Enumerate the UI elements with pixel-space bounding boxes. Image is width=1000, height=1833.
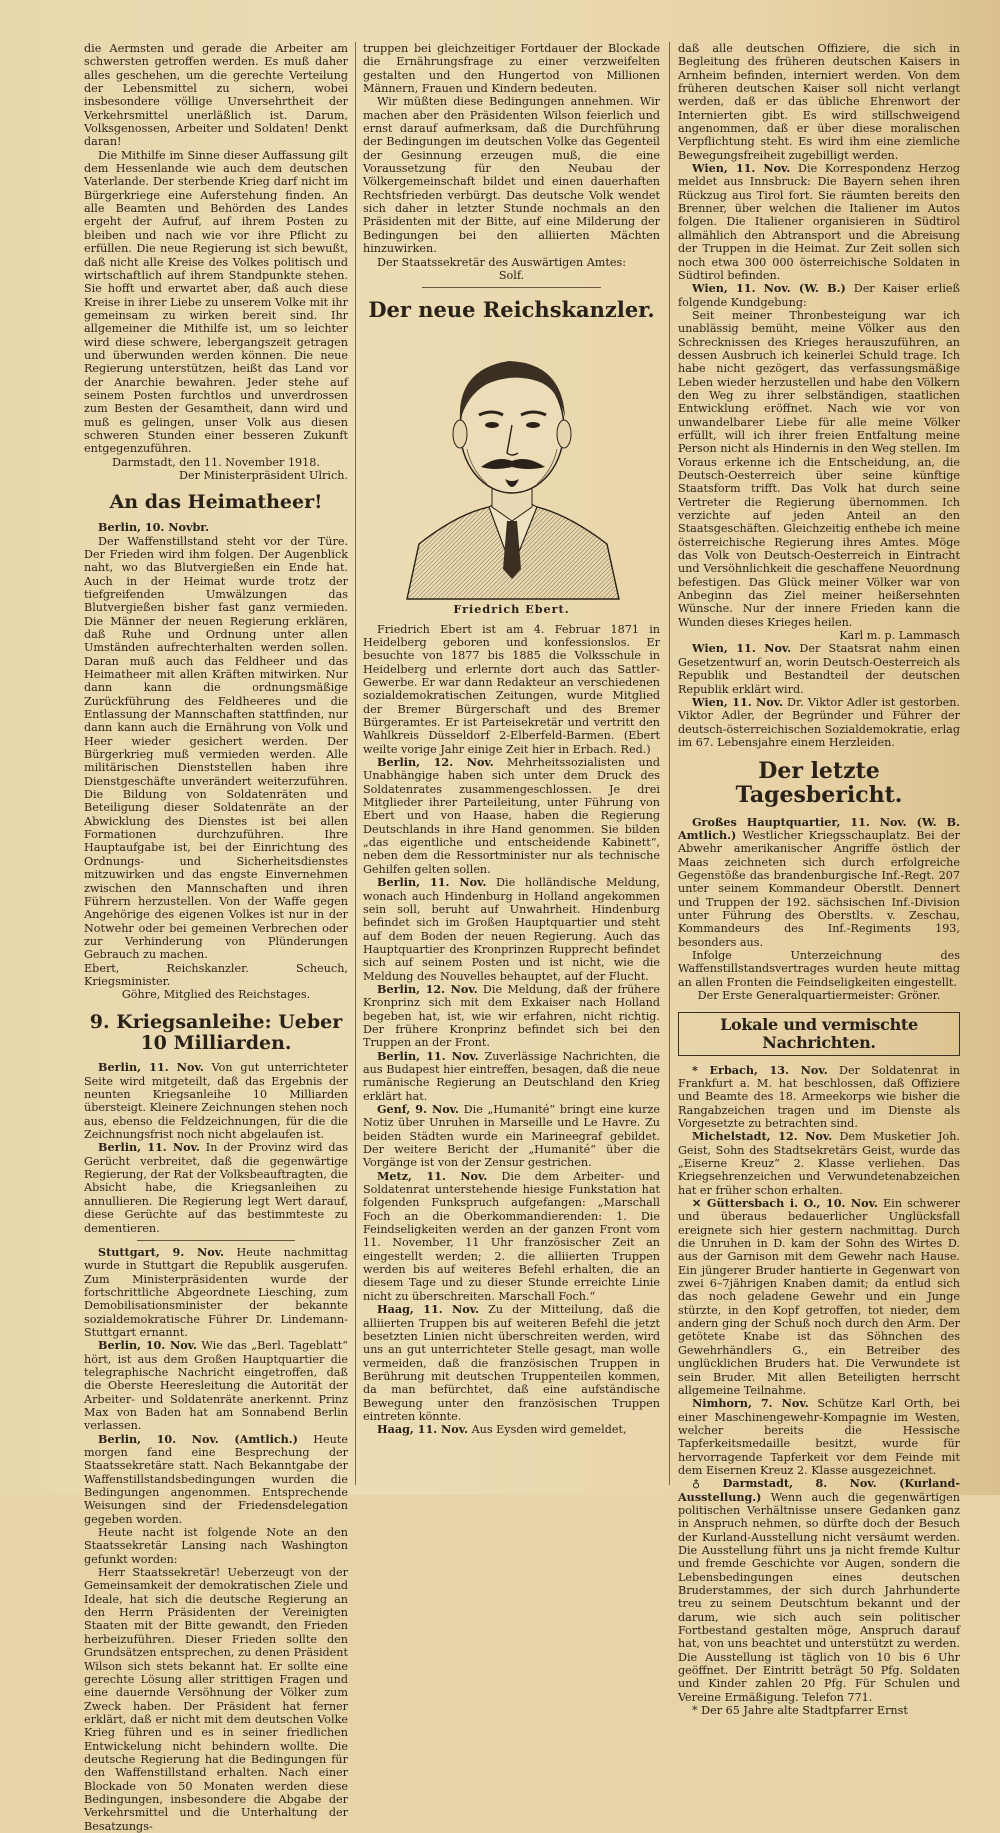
dateline: Haag, 11. Nov. [377, 1422, 468, 1437]
paragraph: Mehrheitssozialisten und Unabhängige haben sich unter dem Druck des Soldatenrates zusammengeschlossen. Je drei Mitglieder ihrer Parteileitung, unter Führung von Ebert und von Haase, haben die Regierung Deutschlands in ihre Hand genommen. Sie bilden „das eigentliche und entscheidende Kabinett“, neben dem die Ressortminister nur als technische Gehilfen gelten sollen. [363, 756, 660, 876]
dateline: Berlin, 12. Nov. [377, 755, 494, 770]
dateline: Haag, 11. Nov. [377, 1302, 479, 1317]
signature: Der Erste Generalquartiermeister: Gröner. [697, 989, 941, 1003]
signature: Solf. [498, 268, 525, 282]
paragraph: Heute nachmittag wurde in Stuttgart die Republik ausgerufen. Zum Ministerpräsidenten wurde der fortschrittliche Abgeordnete Liesching, zum Demobilisationsminister der bekannte sozialdemokratische Führer Dr. Lindemann-Stuttgart ernannt. [84, 1245, 348, 1339]
paragraph: Friedrich Ebert ist am 4. Februar 1871 in Heidelberg geboren und konfessionslos. Er besuchte von 1877 bis 1885 die Volksschule in Heidelberg und erlernte dort auch das Sattler-Gewerbe. Er war dann Redakteur an verschiedenen sozialdemokratischen Zeitungen, wurde Mitglied der Bremer Bürgerschaft und des Bremer Bürgeramtes. Er ist Parteisekretär und vertritt den Wahlkreis Düsseldorf 2-Elberfeld-Barmen. (Ebert weilte vorige Jahr einige Zeit hier in Erbach. Red.) [363, 622, 660, 756]
paragraph: Infolge Unterzeichnung des Waffenstillstandsvertrages wurden heute mittag an allen Fronten die Feindseligkeiten eingestellt. [678, 949, 960, 989]
column-rule [669, 42, 670, 1485]
dateline: Berlin, 10. Nov. (Amtlich.) [98, 1431, 298, 1446]
paragraph: Wenn auch die gegenwärtigen politischen Verhältnisse unsere Gedanken ganz in Anspruch nehmen, so dürfte doch der Besuch der Kurland-Ausstellung nicht versäumt werden. Die Ausstellung führt uns ja nicht fremde Kultur und fremde Geschichte vor Augen, sondern die Lebensbedingungen eines deutschen Bruderstammes, der sich durch Jahrhunderte treu zu seinem Deutschtum bekannt und der darum, wie sich auch sein politischer Fortbestand gestalten möge, Anspruch darauf hat, von uns beachtet und unterstützt zu werden. Die Ausstellung ist täglich von 10 bis 6 Uhr geöffnet. Der Eintritt beträgt 50 Pfg. Soldaten und Kinder zahlen 20 Pfg. Für Schulen und Vereine Ermäßigung. Telefon 771. [678, 1490, 961, 1704]
paragraph: Aus Eysden wird gemeldet, [471, 1423, 627, 1437]
place-date: Darmstadt, den 11. November 1918. [112, 455, 320, 469]
dateline: ✕ Güttersbach i. O., 10. Nov. [692, 1196, 878, 1211]
headline-kriegsanleihe: 9. Kriegsanleihe: Ueber 10 Milliarden. [89, 1010, 343, 1054]
paragraph: daß alle deutschen Offiziere, die sich in Begleitung des früheren deutschen Kaisers in Arnheim befinden, interniert werden. Von dem früheren deutschen Kaiser soll nicht verlangt werden, daß er das übliche Ehrenwort der Internierten gibt. Es wird stillschweigend angenommen, daß er über diese moralischen Verpflichtung steht. Es wird ihm eine ziemliche Bewegungsfreiheit zugebilligt werden. [678, 42, 960, 162]
paragraph: Wie das „Berl. Tageblatt“ hört, ist aus dem Großen Hauptquartier die telegraphische Nachricht eingetroffen, daß die Oberste Heeresleitung die Autorität der Arbeiter- und Soldatenräte anerkennt. Prinz Max von Baden hat am Sonnabend Berlin verlassen. [84, 1339, 348, 1433]
paragraph: Der Kaiser erließ folgende Kundgebung: [678, 282, 960, 309]
column-middle [363, 42, 660, 1487]
dateline: Berlin, 10. Nov. [98, 1338, 197, 1353]
paragraph: Die holländische Meldung, wonach auch Hindenburg in Holland angekommen sein soll, beruht auf Unwahrheit. Hindenburg befindet sich im Großen Hauptquartier und steht auf dem Boden der neuen Regierung. Auch das Hauptquartier des Kronprinzen Rupprecht befindet sich auf seinem Posten und ist nicht, wie die Meldung des Nouvelles behauptet, auf der Flucht. [363, 876, 660, 983]
paragraph: Der Soldatenrat in Frankfurt a. M. hat beschlossen, daß Offiziere und Beamte des 18. Armeekorps wie bisher die Rangabzeichen tragen und im Dienste als Vorgesetzte zu betrachten sind. [678, 1063, 960, 1130]
dateline: Berlin, 11. Nov. [377, 875, 487, 890]
column-right [678, 42, 961, 1718]
paragraph: Heute nacht ist folgende Note an den Staatssekretär Lansing nach Washington gefunkt worden: [84, 1526, 348, 1566]
paragraph: Zu der Mitteilung, daß die alliierten Truppen bis auf weiteren Befehl die jetzt besetzten Linien nicht überschreiten werden, wird uns an gut unterrichteter Stelle gesagt, man wolle vermeiden, daß die französischen Truppen in Berührung mit deutschen Truppenteilen kommen, da man befürchtet, daß eine aufständische Bewegung unter den französischen Truppen eintreten könnte. [363, 1303, 660, 1423]
signature: Göhre, Mitglied des Reichstages. [121, 988, 311, 1002]
headline-tagesbericht: Der letzte Tagesbericht. [735, 758, 903, 809]
dateline: Wien, 11. Nov. [692, 694, 783, 709]
signature: Der Ministerpräsident Ulrich. [178, 469, 348, 482]
dateline: Stuttgart, 9. Nov. [98, 1244, 224, 1259]
paragraph: Der Waffenstillstand steht vor der Türe. Der Frieden wird ihm folgen. Der Augenblick naht, wo das Blutvergießen ein Ende hat. Auch in der Heimat wurde trotz der tiefgreifenden Umwälzungen das Blutvergießen bisher fast ganz vermieden. Die Männer der neuen Regierung erklären, daß Ruhe und Ordnung unter allen Umständen aufrechterhalten werden sollen. Daran muß auch das Feldheer und das Heimatheer mit allen Kräften mitwirken. Nur dann kann die ordnungsmäßige Zurückführung des Feldheeres und die Entlassung der Mannschaften stattfinden, nur dann kann auch die Ernährung von Volk und Heer wieder gesichert werden. Der Bürgerkrieg muß vermieden werden. Alle militärischen Dienststellen haben ihre Dienstgeschäfte unverändert weiterzuführen. Die Bildung von Soldatenräten und Beteiligung dieser Soldatenräte an der Abwicklung des Dienstes ist bei allen Formationen durchzuführen. Ihre Hauptaufgabe ist, bei der Einrichtung des Ordnungs- und Sicherheitsdienstes mitzuwirken und das engste Einvernehmen zwischen den Mannschaften und ihren Führern herzustellen. Von der Waffe gegen Angehörige des eigenen Volkes ist nur in der Notwehr oder bei gemeinen Verbrechen oder zur Verhinderung von Plünderungen Gebrauch zu machen. [84, 534, 348, 962]
portrait-caption: Friedrich Ebert. [453, 602, 570, 617]
paragraph: Von gut unterrichteter Seite wird mitgeteilt, daß das Ergebnis der neunten Kriegsanleihe 10 Milliarden übersteigt. Kleinere Zeichnungen stehen noch aus, ebenso die Feldzeichnungen, für die die Zeichnungsfrist noch nicht abgelaufen ist. [84, 1061, 348, 1142]
dateline: Wien, 11. Nov. (W. B.) [692, 281, 846, 296]
paragraph: * Der 65 Jahre alte Stadtpfarrer Ernst [692, 1704, 908, 1718]
headline-reichskanzler: Der neue Reichskanzler. [368, 297, 655, 323]
divider [422, 287, 600, 288]
paragraph: Seit meiner Thronbesteigung war ich unablässig bemüht, meine Völker aus den Schrecknissen des Krieges herauszuführen, an dessen Ausbruch ich keinerlei Schuld trage. Ich habe nicht gezögert, das verfassungsmäßige Leben wieder herzustellen und habe den Völkern den Weg zu ihrer selbständigen, staatlichen Entwicklung eröffnet. Nach wie vor von unwandelbarer Liebe für alle meine Völker erfüllt, will ich ihrer freien Entfaltung meine Person nicht als Hindernis in den Weg stellen. Im Voraus erkenne ich die Entscheidung, an, die Deutsch-Oesterreich über seine künftige Staatsform trifft. Das Volk hat durch seine Vertreter die Regierung übernommen. Ich verzichte auf jeden Anteil an den Staatsgeschäften. Gleichzeitig enthebe ich meine österreichische Regierung ihres Amtes. Möge das Volk von Deutsch-Oesterreich in Eintracht und Versöhnlichkeit die geschaffene Neuordnung befestigen. Das Glück meiner Völker war von Anbeginn das Ziel meiner heißersehnten Wünsche. Nur der innere Frieden kann die Wunden dieses Krieges heilen. [678, 308, 960, 629]
dateline: Metz, 11. Nov. [377, 1168, 488, 1183]
paragraph: Herr Staatssekretär! Ueberzeugt von der Gemeinsamkeit der demokratischen Ziele und Ideale, hat sich die deutsche Regierung an den Herrn Präsidenten der Vereinigten Staaten mit der Bitte gewandt, den Frieden herbeizuführen. Dieser Frieden sollte den Grundsätzen entsprechen, zu denen Präsident Wilson sich stets bekannt hat. Er sollte eine gerechte Lösung aller strittigen Fragen und eine dauernde Versöhnung der Völker zum Zweck haben. Der Präsident hat ferner erklärt, daß er nicht mit dem deutschen Volke Krieg führen und es in seiner friedlichen Entwickelung nicht behindern wollte. Die deutsche Regierung hat die Bedingungen für den Waffenstillstand erhalten. Nach einer Blockade von 50 Monaten werden diese Bedingungen, insbesondere die Abgabe der Verkehrsmittel und die Unterhaltung der Besatzungs- [84, 1566, 348, 1833]
dateline: Genf, 9. Nov. [377, 1102, 459, 1116]
column-rule [355, 42, 356, 1485]
dateline: Berlin, 10. Novbr. [98, 520, 210, 535]
paragraph: truppen bei gleichzeitiger Fortdauer der Blockade die Ernährungsfrage zu einer verzweifelten gestalten und den Hungertod von Millionen Männern, Frauen und Kindern bedeuten. [363, 42, 660, 96]
paragraph: Der Staatsrat nahm einen Gesetzentwurf an, worin Deutsch-Oesterreich als Republik und Bestandteil der deutschen Republik erklärt wird. [678, 642, 960, 696]
paragraph: Zuverlässige Nachrichten, die aus Budapest hier eintreffen, besagen, daß die neue rumänische Regierung an Deutschland den Krieg erklärt hat. [363, 1049, 660, 1103]
paragraph: Der Staatssekretär des Auswärtigen Amtes: [377, 255, 627, 269]
dateline: Berlin, 11. Nov. [98, 1140, 200, 1155]
column-left [84, 42, 348, 1833]
dateline: Berlin, 11. Nov. [98, 1060, 204, 1075]
dateline: Großes Hauptquartier, 11. Nov. (W. B. Amtlich.) [678, 814, 960, 842]
divider [137, 1240, 295, 1241]
paragraph: Die Korrespondenz Herzog meldet aus Innsbruck: Die Bayern sehen ihren Rückzug aus Tirol fort. Sie räumten bereits den Brenner, über welchen die Italiener im Autos folgen. Die Italiener organisieren in Südtirol allmählich den Abtransport und die Abreisung der Truppen in die Heimat. Zur Zeit sollen sich noch etwa 300 000 österreichische Soldaten in Südtirol befinden. [678, 162, 960, 282]
signature: Ebert, Reichskanzler. Scheuch, Kriegsminister. [84, 961, 348, 988]
dateline: Nimhorn, 7. Nov. [692, 1396, 809, 1411]
paragraph: Die Mithilfe im Sinne dieser Auffassung gilt dem Hessenlande wie auch dem deutschen Vaterlande. Der sterbende Krieg darf nicht im Bürgerkriege eine Auferstehung finden. An alle Beamten und Behörden des Landes ergeht der Aufruf, auf ihrem Posten zu bleiben und nach wie vor ihre Pflicht zu erfüllen. Die neue Regierung ist sich bewußt, daß nicht alle Kreise des Volkes politisch und wirtschaftlich auf ihrem Standpunkte stehen. Sie hofft und erwartet aber, daß auch diese Kreise in ihrer Liebe zu unserem Volke mit ihr gemeinsam zu wirken bereit sind. Ihr allgemeiner die Mithilfe ist, um so leichter wird diese schwere, lebergangszeit getragen und überwunden werden können. Die neue Regierung unterstützen, heißt das Land vor der Anarchie bewahren. Jeder stehe auf seinem Posten furchtlos und unverdrossen zum Besten der Gesamtheit, dann wird und muß es gelingen, unser Volk aus diesen schweren Stunden einer besseren Zukunft entgegenzuführen. [84, 148, 348, 456]
paragraph: Dr. Viktor Adler ist gestorben. Viktor Adler, der Begründer und Führer der deutsch-österreichischen Sozialdemokratie, erlag im 67. Lebensjahre einem Herzleiden. [678, 695, 960, 749]
dateline: Berlin, 12. Nov. [377, 981, 478, 996]
paragraph: Die Meldung, daß der frühere Kronprinz sich mit dem Exkaiser nach Holland begeben hat, ist, wie wir erfahren, nicht richtig. Der frühere Kronprinz befindet sich bei den Truppen an der Front. [363, 982, 660, 1050]
dateline: Michelstadt, 12. Nov. [692, 1129, 833, 1144]
paragraph: Wir müßten diese Bedingungen annehmen. Wir machen aber den Präsidenten Wilson feierlich und ernst darauf aufmerksam, daß die Durchführung der Bedingungen im deutschen Volke das Gegenteil der Gesinnung erzeugen muß, die eine Voraussetzung für den Neubau der Völkergemeinschaft bildet und einen dauerhaften Rechtsfrieden verbürgt. Das deutsche Volk wendet sich daher in letzter Stunde nochmals an den Präsidenten mit der Bitte, auf eine Milderung der Bedingungen bei den alliierten Mächten hinzuwirken. [363, 95, 660, 256]
dateline: Berlin, 11. Nov. [377, 1048, 479, 1063]
portrait-illustration [397, 329, 627, 599]
paragraph: In der Provinz wird das Gerücht verbreitet, daß die gegenwärtige Regierung, der Rat der Volksbeauftragten, die Absicht habe, die Kriegsanleihen zu annullieren. Die Regierung legt Wert darauf, diese Gerüchte auf das bestimmteste zu dementieren. [84, 1141, 348, 1235]
paragraph: Schütze Karl Orth, bei einer Maschinengewehr-Kompagnie im Westen, welcher bereits die Hessische Tapferkeitsmedaille besitzt, wurde für hervorragende Tapferkeit vor dem Feinde mit dem Eisernen Kreuz 2. Klasse ausgezeichnet. [678, 1397, 960, 1477]
dateline: * Erbach, 13. Nov. [692, 1062, 828, 1077]
paragraph: Westlicher Kriegsschauplatz. Bei der Abwehr amerikanischer Angriffe östlich der Maas zeichneten sich durch erfolgreiche Gegenstöße das brandenburgische Inf.-Regt. 207 unter seinem Kommandeur Oberstlt. Dennert und Truppen der 192. sächsischen Inf.-Division unter Führung des Oberstlts. v. Zeschau, Kommandeurs des Inf.-Regiments 193, besonders aus. [678, 828, 961, 949]
paragraph: Heute morgen fand eine Besprechung der Staatssekretäre statt. Nach Bekanntgabe der Waffenstillstandsbedingungen wurden die Bedingungen angenommen. Entsprechende Weisungen sind der Friedensdelegation gegeben worden. [84, 1432, 348, 1526]
dateline: ♁ Darmstadt, 8. Nov. (Kurland-Ausstellung.) [678, 1476, 960, 1504]
paragraph: die Aermsten und gerade die Arbeiter am schwersten getroffen werden. Es muß daher alles geschehen, um die gerechte Verteilung der Lebensmittel zu sichern, wobei insbesondere völlige Unversehrtheit der Verkehrsmittel unerläßlich ist. Darum, Volksgenossen, Arbeiter und Soldaten! Denkt daran! [84, 42, 348, 149]
headline-lokales: Lokale und vermischte Nachrichten. [678, 1012, 960, 1055]
paragraph: Die „Humanité“ bringt eine kurze Notiz über Unruhen in Marseille und Le Havre. Zu beiden Städten wurde ein Marineegraf gebildet. Der weitere Bericht der „Humanité“ über die Vorgänge ist von der Zensur gestrichen. [363, 1103, 661, 1170]
paragraph: Dem Musketier Joh. Geist, Sohn des Stadtsekretärs Geist, wurde das „Eiserne Kreuz“ 2. Klasse verliehen. Das Kriegsehrenzeichen und Verwundetenabzeichen hat er früher schon erhalten. [678, 1130, 960, 1197]
paragraph: Ein schwerer und überaus bedauerlicher Unglücksfall ereignete sich hier gestern nachmittag. Durch die Unruhen in D. kam der Sohn des Wirtes D. aus der Garnison mit dem Gewehr nach Hause. Ein jüngerer Bruder hantierte in Gegenwart von zwei 6–7jährigen Knaben damit; da entlud sich das noch geladene Gewehr und ein Junge stürzte, in den Kopf getroffen, tot nieder, dem andern ging der Schuß noch durch den Arm. Der getötete Knabe ist das Söhnchen des Gewehrhändlers G., ein Betreiber des unglücklichen Bruders hat. Die Verwundete ist sein Bruder. Mit allen Beteiligten herrscht allgemeine Teilnahme. [678, 1197, 961, 1397]
dateline: Wien, 11. Nov. [692, 641, 792, 656]
headline-heimatheer: An das Heimatheer! [109, 491, 323, 514]
signature: Karl m. p. Lammasch [839, 629, 960, 643]
dateline: Wien, 11. Nov. [692, 161, 791, 176]
paragraph: Die dem Arbeiter- und Soldatenrat unterstehende hiesige Funkstation hat folgenden Funkspruch aufgefangen: „Marschall Foch an die Oberkommandierenden: 1. Die Feindseligkeiten werden an der ganzen Front vom 11. November, 11 Uhr französischer Zeit an eingestellt werden; 2. die alliierten Truppen werden bis auf weiteres Befehl erhalten, die an diesem Tage und zu dieser Stunde erreichte Linie nicht zu überschreiten. Marschall Foch.“ [363, 1169, 660, 1303]
